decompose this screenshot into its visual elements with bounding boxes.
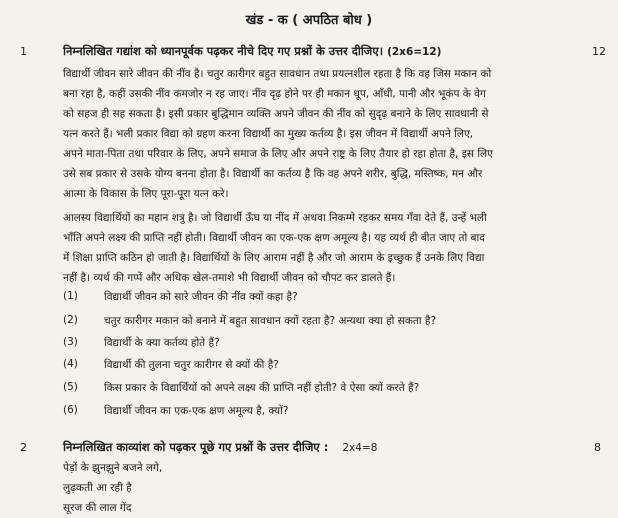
question-2-instruction	[63, 440, 377, 455]
poem-line: लुढ़कती आ रही है	[63, 482, 132, 494]
passage-line: को सहज ही सह सकता है। इसी प्रकार बुद्धिमान व्यक्ति अपने जीवन की नींव को सुदृढ़ बनाने के लिए सावधानी से	[63, 108, 489, 120]
question-1-marks: 12	[592, 45, 606, 58]
question-2-number: 2	[20, 441, 27, 454]
question-2-marks-scheme: 2x4=8	[342, 442, 378, 454]
passage-line: नहीं है। व्यर्थ की गप्पें और अधिक खेल-तमाशे भी विद्यार्थी जीवन को चौपट कर डालते हैं।	[63, 272, 396, 284]
poem-line: पेड़ों के झुनझुने बजने लगे,	[63, 462, 163, 474]
question-2-marks: 8	[594, 441, 601, 454]
poem-excerpt	[63, 458, 162, 518]
passage-line: उसे सब प्रकार से उसके योग्य बनना होता है। विद्यार्थी का कर्तव्य है कि वह अपने शरीर, बुद्धि, मस्तिष्क, मन और	[63, 168, 483, 180]
question-1-instruction-text: निम्नलिखित गद्यांश को ध्यानपूर्वक पढ़कर नीचे दिए गए प्रश्नों के उत्तर दीजिए।	[63, 44, 384, 58]
passage-line: आत्मा के विकास के लिए पूरा-पूरा यत्न करे।	[63, 188, 229, 200]
sub-question-number: (6)	[63, 404, 78, 416]
sub-question-text: विद्यार्थी की तुलना चतुर कारीगर से क्यों की है?	[104, 359, 279, 371]
sub-question-text: किस प्रकार के विद्यार्थियों को अपने लक्ष्य की प्राप्ति नहीं होती? वे ऐसा क्यों करते हैं?	[104, 382, 420, 394]
sub-question-text: विद्यार्थी के क्या कर्तव्य होते हैं?	[104, 337, 220, 349]
question-1-marks-scheme: (2x6=12)	[387, 46, 442, 58]
sub-question-number: (3)	[63, 336, 78, 348]
sub-question-number: (1)	[63, 290, 78, 302]
poem-line: सूरज की लाल गेंद	[63, 502, 132, 514]
sub-question-number: (4)	[63, 358, 78, 370]
question-2-instruction-text: निम्नलिखित काव्यांश को पढ़कर पूछे गए प्रश्नों के उत्तर दीजिए :	[63, 440, 329, 454]
passage-line: भाँति अपने लक्ष्य की प्राप्ति नहीं होती। विद्यार्थी जीवन का एक-एक क्षण अमूल्य है। यह व्यर्थ ही बीत जाए तो बाद	[63, 232, 485, 244]
sub-question-text: चतुर कारीगर मकान को बनाने में बहुत सावधान क्यों रहता है? अन्यथा क्या हो सकता है?	[104, 315, 437, 327]
passage-paragraph-1	[63, 64, 583, 204]
passage-line: यत्न करते हैं। भली प्रकार विद्या को ग्रहण करना विद्यार्थी का मुख्य कर्तव्य है। इस जीवन में विद्यार्थी अपने लिए,	[63, 128, 474, 140]
sub-question-text: विद्यार्थी जीवन को सारे जीवन की नींव क्यों कहा है?	[104, 291, 298, 303]
passage-line: विद्यार्थी जीवन सारे जीवन की नींव है। चतुर कारीगर बहुत सावधान तथा प्रयत्नशील रहता है कि वह जिस मकान को	[63, 68, 492, 80]
passage-line: में शिक्षा प्राप्ति कठिन हो जाती है। विद्यार्थियों के लिए आराम नहीं है और जो आराम के इच्छुक हैं उनके लिए विद्या	[63, 252, 485, 264]
passage-paragraph-2	[63, 208, 583, 288]
passage-line: बना रहा है, कहीं उसकी नींव कमजोर न रह जाए। नींव दृढ़ होने पर ही मकान धूप, आँधी, पानी और भूकंप के वेग	[63, 88, 486, 100]
question-1-instruction	[63, 44, 441, 59]
section-title: खंड - क ( अपठित बोध )	[245, 13, 373, 28]
passage-line: अपने माता-पिता तथा परिवार के लिए, अपने समाज के लिए और अपने राष्ट्र के लिए तैयार हो रहा होता है, इस लिए	[63, 148, 493, 160]
passage-line: आलस्य विद्यार्थियों का महान शत्रु है। जो विद्यार्थी ऊँघ या नींद में अथवा निकम्मे रहकर समय गँवा देते हैं, उन्हें भली	[63, 212, 487, 224]
sub-question-number: (2)	[63, 314, 78, 326]
question-1-number: 1	[20, 45, 27, 58]
sub-question-number: (5)	[63, 381, 78, 393]
sub-question-text: विद्यार्थी जीवन का एक-एक क्षण अमूल्य है, क्यों?	[104, 405, 289, 417]
